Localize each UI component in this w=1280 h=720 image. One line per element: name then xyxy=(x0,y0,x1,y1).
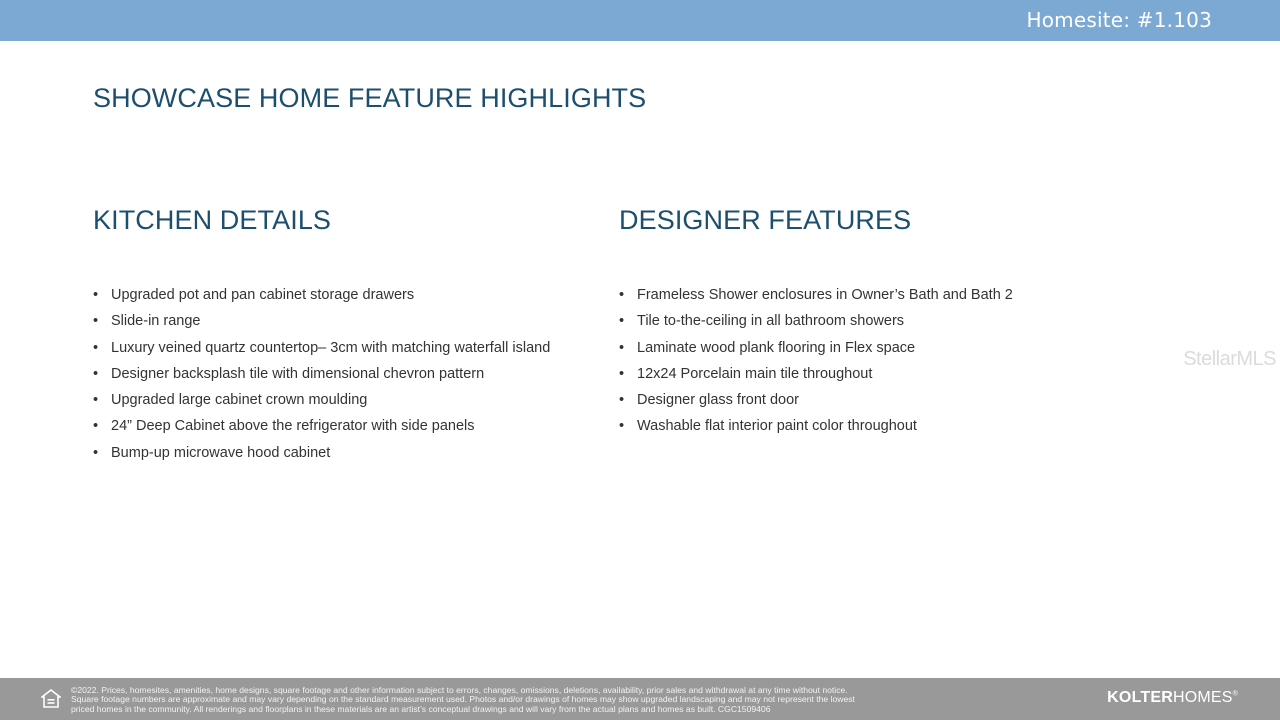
kitchen-details-title: KITCHEN DETAILS xyxy=(93,205,332,235)
list-item xyxy=(93,416,593,442)
equal-housing-icon xyxy=(41,689,61,709)
bullet: • xyxy=(93,365,99,382)
brand-light: HOMES xyxy=(1172,689,1233,706)
list-item-text: Designer backsplash tile with dimensional chevron pattern xyxy=(111,365,485,382)
kolter-homes-logo xyxy=(1107,689,1238,707)
registered-mark: ® xyxy=(1232,690,1238,698)
list-item-text: Laminate wood plank flooring in Flex space xyxy=(637,339,916,356)
list-item-text: 12x24 Porcelain main tile throughout xyxy=(637,365,873,382)
list-item xyxy=(93,338,593,364)
list-item xyxy=(93,364,593,390)
disclaimer-line: ©2022. Prices, homesites, amenities, home designs, square footage and other information subject to errors, changes, omissions, deletions, availability, prior sales and withdrawal at any time without notice. xyxy=(71,685,848,695)
footer-bar xyxy=(0,678,1280,720)
list-item xyxy=(93,311,593,337)
list-item-text: 24” Deep Cabinet above the refrigerator with side panels xyxy=(111,418,475,435)
bullet: • xyxy=(93,392,99,409)
list-item-text: Tile to-the-ceiling in all bathroom showers xyxy=(637,313,905,330)
bullet: • xyxy=(93,287,99,303)
bullet: • xyxy=(619,392,625,409)
designer-features-list xyxy=(619,285,1159,443)
list-item-text: Designer glass front door xyxy=(637,392,799,409)
bullet: • xyxy=(619,365,625,382)
kitchen-details-list xyxy=(93,285,593,469)
bullet: • xyxy=(93,444,99,461)
list-item-text: Upgraded pot and pan cabinet storage drawers xyxy=(111,287,415,303)
bullet: • xyxy=(93,313,99,330)
bullet: • xyxy=(619,339,625,356)
disclaimer-line: priced homes in the community. All renderings and floorplans in these materials are an artist’s conceptual drawings and will vary from the actual plans and homes as built. CGC1509406 xyxy=(71,703,771,714)
header-bar xyxy=(0,0,1280,41)
brand-bold: KOLTER xyxy=(1107,689,1173,706)
bullet: • xyxy=(619,418,625,435)
list-item xyxy=(619,285,1159,311)
kitchen-details-section xyxy=(93,205,593,461)
homesite-number: Homesite: #1.103 xyxy=(1026,8,1212,32)
list-item-text: Slide-in range xyxy=(111,313,201,330)
list-item xyxy=(93,390,593,416)
list-item-text: Luxury veined quartz countertop– 3cm with matching waterfall island xyxy=(111,339,551,356)
designer-features-section xyxy=(619,205,1159,435)
list-item-text: Bump-up microwave hood cabinet xyxy=(111,444,331,461)
disclaimer-line: Square footage numbers are approximate and may vary depending on the standard measurement used. Photos and/or drawings of homes may show upgraded landscaping and may not represent the lowest xyxy=(71,694,855,705)
list-item xyxy=(619,390,1159,416)
page-title: SHOWCASE HOME FEATURE HIGHLIGHTS xyxy=(93,83,647,113)
bullet: • xyxy=(619,313,625,330)
list-item xyxy=(93,285,593,311)
list-item xyxy=(619,416,1159,442)
list-item-text: Upgraded large cabinet crown moulding xyxy=(111,392,368,409)
list-item xyxy=(619,338,1159,364)
watermark: StellarMLS xyxy=(1183,348,1276,370)
bullet: • xyxy=(93,418,99,435)
bullet: • xyxy=(619,287,625,303)
list-item xyxy=(619,364,1159,390)
list-item xyxy=(619,311,1159,337)
footer-disclaimer xyxy=(71,686,1096,714)
list-item-text: Frameless Shower enclosures in Owner’s Bath and Bath 2 xyxy=(637,287,1013,303)
list-item-text: Washable flat interior paint color throughout xyxy=(637,418,917,435)
designer-features-title: DESIGNER FEATURES xyxy=(619,205,912,235)
bullet: • xyxy=(93,339,99,356)
list-item xyxy=(93,443,593,469)
